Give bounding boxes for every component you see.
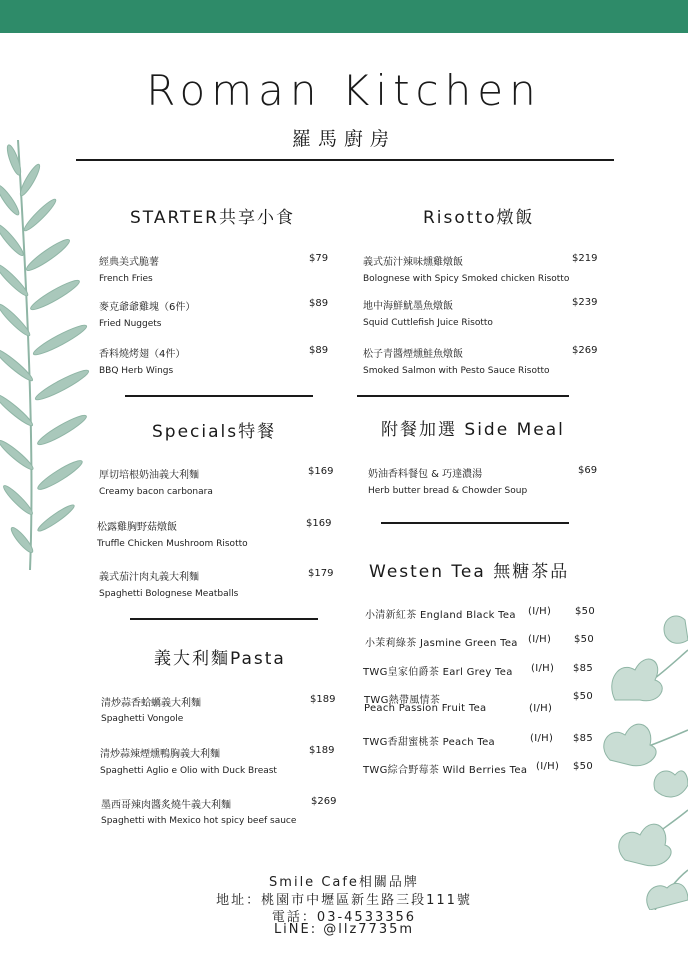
section-divider (125, 395, 313, 397)
tea-item-size: (I/H) (528, 606, 552, 617)
tea-item-price: $50 (574, 634, 594, 645)
tea-item-price: $85 (573, 733, 593, 744)
section-divider (357, 395, 569, 397)
menu-item-name: 厚切培根奶油義大利麵 (99, 470, 199, 481)
tea-item-name: TWG皇家伯爵茶 Earl Grey Tea (363, 667, 513, 678)
restaurant-subtitle: 羅馬廚房 (291, 128, 396, 150)
parsley-leaves-illustration (595, 610, 688, 910)
section-title-side-meal: 附餐加選 Side Meal (381, 420, 565, 440)
menu-item-english: Spaghetti Aglio e Olio with Duck Breast (100, 766, 277, 776)
menu-item-price: $89 (309, 298, 329, 309)
tea-item-name: TWG香甜蜜桃茶 Peach Tea (363, 737, 495, 748)
menu-item-name: 義式茄汁肉丸義大利麵 (99, 572, 199, 583)
menu-item-name: 松子青醬煙燻鮭魚燉飯 (363, 349, 463, 360)
menu-item-english: Truffle Chicken Mushroom Risotto (97, 539, 248, 549)
header-divider (76, 159, 614, 161)
menu-item-price: $179 (308, 568, 334, 579)
footer-brand: Smile Cafe相關品牌 (269, 875, 419, 890)
menu-item-price: $269 (572, 345, 598, 356)
tea-item-name: TWG綜合野莓茶 Wild Berries Tea (363, 765, 528, 776)
top-color-bar (0, 0, 688, 33)
menu-item-english: Spaghetti Bolognese Meatballs (99, 589, 239, 599)
tea-item-name: 小清新紅茶 England Black Tea (365, 610, 516, 621)
footer-phone: 電話：03-4533356 (271, 910, 417, 925)
rosemary-branch-illustration (0, 140, 110, 570)
tea-item-price: $50 (575, 606, 595, 617)
menu-item-english: Spaghetti Vongole (101, 714, 184, 724)
menu-item-english: BBQ Herb Wings (99, 366, 174, 376)
menu-item-english: Herb butter bread & Chowder Soup (368, 486, 528, 496)
menu-item-name: 義式茄汁辣味燻雞燉飯 (363, 257, 463, 268)
menu-item-english: Creamy bacon carbonara (99, 487, 213, 497)
menu-item-price: $89 (309, 345, 329, 356)
menu-item-name: 奶油香料餐包 & 巧達濃湯 (368, 469, 483, 480)
menu-item-price: $189 (310, 694, 336, 705)
menu-item-price: $79 (309, 253, 329, 264)
tea-item-size: (I/H) (530, 733, 554, 744)
menu-item-english: Smoked Salmon with Pesto Sauce Risotto (363, 366, 550, 376)
menu-item-name: 墨西哥辣肉醬炙燒牛義大利麵 (101, 800, 231, 811)
footer-address: 地址：桃園市中壢區新生路三段111號 (216, 893, 472, 908)
tea-item-size: (I/H) (528, 634, 552, 645)
tea-item-size: (I/H) (536, 761, 560, 772)
menu-item-name: 經典美式脆薯 (99, 257, 159, 268)
menu-item-name: 清炒蒜香蛤蠣義大利麵 (101, 698, 201, 709)
menu-item-price: $69 (578, 465, 598, 476)
menu-item-english: Fried Nuggets (99, 319, 162, 329)
menu-item-english: Squid Cuttlefish Juice Risotto (363, 318, 493, 328)
menu-item-english: Spaghetti with Mexico hot spicy beef sauce (101, 816, 297, 826)
section-divider (130, 618, 318, 620)
tea-item-size: (I/H) (529, 703, 553, 714)
tea-item-size: (I/H) (531, 663, 555, 674)
menu-item-price: $169 (306, 518, 332, 529)
menu-item-name: 香料燒烤翅（4件） (99, 349, 186, 360)
menu-item-price: $269 (311, 796, 337, 807)
section-title-pasta: 義大利麵Pasta (154, 649, 286, 669)
menu-item-price: $189 (309, 745, 335, 756)
menu-item-name: 地中海鮮魷墨魚燉飯 (363, 301, 453, 312)
tea-item-price: $50 (573, 691, 593, 702)
section-title-tea: Westen Tea 無糖茶品 (369, 562, 570, 582)
restaurant-title: Roman Kitchen (146, 66, 542, 115)
section-title-specials: Specials特餐 (152, 422, 277, 442)
menu-item-english: Bolognese with Spicy Smoked chicken Risotto (363, 274, 570, 284)
menu-item-name: 松露雞胸野菇燉飯 (97, 522, 177, 533)
tea-item-name-line2: Peach Passion Fruit Tea (364, 703, 487, 714)
menu-item-price: $219 (572, 253, 598, 264)
section-divider (381, 522, 569, 524)
menu-item-price: $239 (572, 297, 598, 308)
tea-item-price: $50 (573, 761, 593, 772)
menu-item-english: French Fries (99, 274, 153, 284)
tea-item-price: $85 (573, 663, 593, 674)
section-title-starter: STARTER共享小食 (130, 208, 295, 228)
footer-line-id: LiNE: @llz7735m (273, 922, 415, 937)
menu-item-price: $169 (308, 466, 334, 477)
tea-item-name: 小茉莉綠茶 Jasmine Green Tea (365, 638, 518, 649)
menu-item-name: 清炒蒜辣煙燻鴨胸義大利麵 (100, 749, 220, 760)
tea-item-name: TWG熱帶風情茶 (364, 695, 441, 706)
section-title-risotto: Risotto燉飯 (423, 208, 535, 228)
menu-item-name: 麥克爺爺雞塊（6件） (99, 302, 196, 313)
